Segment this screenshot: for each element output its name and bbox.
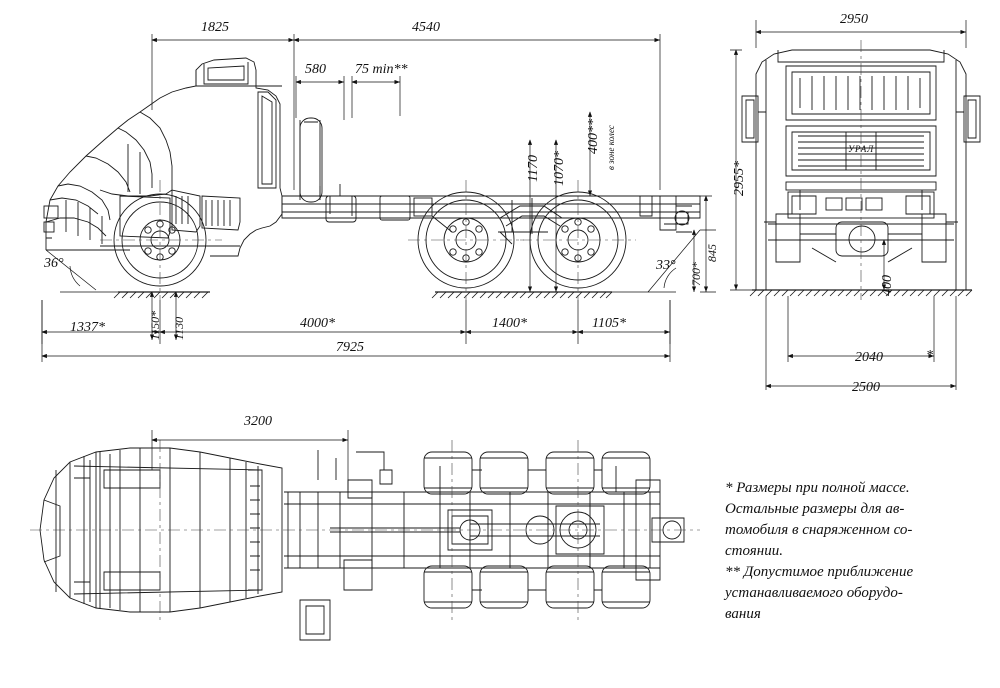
dim-700: 700* — [689, 262, 703, 286]
note-line-6: устанавливаемого оборудо- — [725, 585, 903, 601]
dim-75min: 75 min** — [355, 62, 408, 77]
side-dimension-lines — [42, 34, 716, 362]
dim-400: 400** — [586, 119, 601, 154]
notes-block — [725, 478, 993, 625]
dim-1400: 1400* — [492, 316, 527, 331]
dim-7925: 7925 — [336, 340, 364, 355]
dim-1150: 1150* — [148, 310, 162, 340]
dim-2500: 2500 — [852, 380, 880, 395]
dim-1825: 1825 — [201, 20, 229, 35]
dim-2040: 2040 — [855, 350, 883, 365]
dim-400-front: 400 — [880, 275, 895, 296]
dim-1130: 1130 — [172, 316, 186, 340]
dim-4540: 4540 — [412, 20, 440, 35]
dim-1170: 1170 — [526, 155, 541, 182]
dim-845: 845 — [705, 244, 719, 262]
note-line-3: томобиля в снаряженном со- — [725, 522, 913, 538]
angle-36: 36° — [44, 256, 64, 271]
top-view-group — [30, 440, 700, 640]
dim-4000: 4000* — [300, 316, 335, 331]
dim-in-wheel-zone-note: в зоне колес — [606, 125, 616, 170]
top-dimension-lines — [152, 430, 348, 490]
note-line-1: * Размеры при полной массе. — [725, 480, 910, 496]
dim-2040-star: * — [926, 348, 933, 363]
dim-2955: 2955* — [732, 161, 747, 196]
note-line-4: стоянии. — [725, 543, 783, 559]
dim-3200: 3200 — [244, 414, 272, 429]
front-view-group — [742, 40, 980, 300]
note-line-2: Остальные размеры для ав- — [725, 501, 905, 517]
angle-33: 33° — [656, 258, 676, 273]
side-view-group — [44, 58, 700, 300]
note-line-5: ** Допустимое приближение — [725, 564, 914, 580]
grille-badge: УРАЛ — [848, 144, 875, 154]
note-line-7: вания — [725, 606, 761, 622]
dim-2950: 2950 — [840, 12, 868, 27]
dim-580: 580 — [305, 62, 326, 77]
dim-1105: 1105* — [592, 316, 626, 331]
dim-1337: 1337* — [70, 320, 105, 335]
front-dimension-lines — [730, 20, 966, 390]
dim-1070: 1070* — [552, 151, 567, 186]
